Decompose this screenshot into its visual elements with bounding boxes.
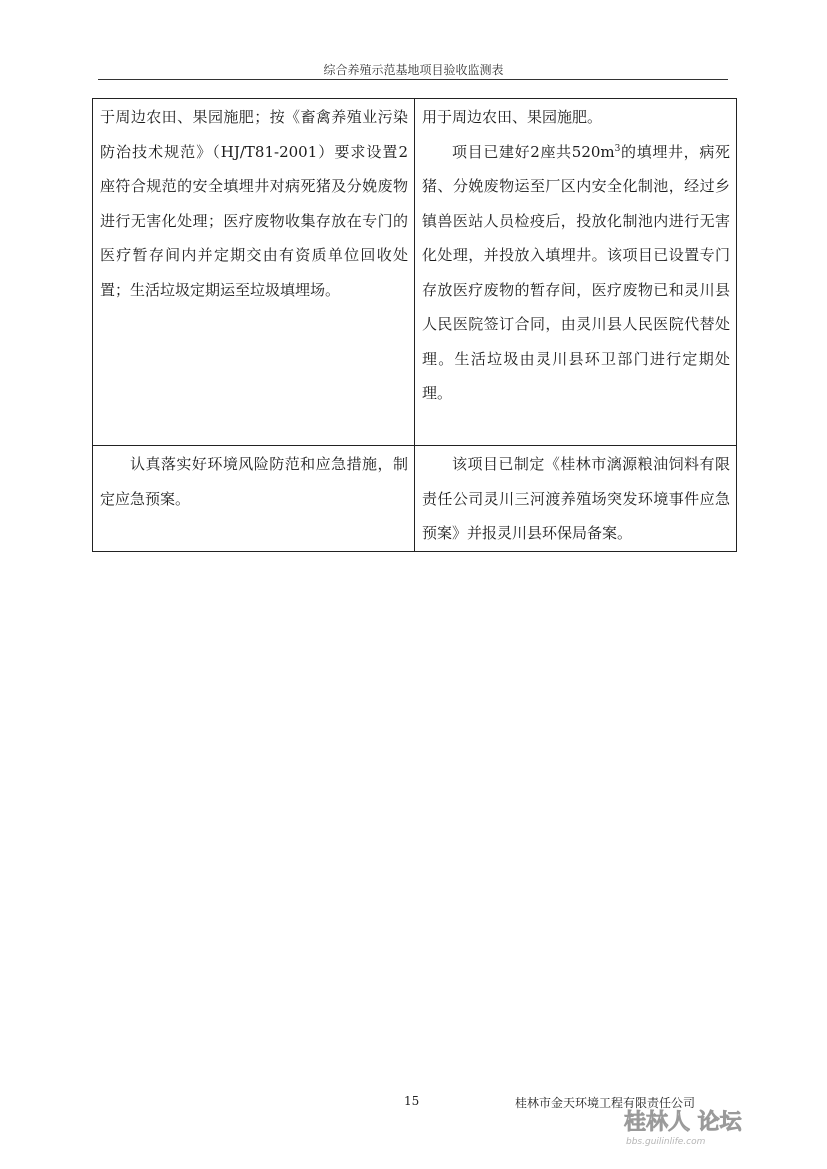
implementation-text-1: 用于周边农田、果园施肥。 <box>422 108 603 126</box>
requirements-table <box>92 98 737 552</box>
forum-watermark <box>618 1103 788 1148</box>
implementation-cell <box>415 99 737 446</box>
superscript-unit: 3 <box>614 143 621 154</box>
requirement-cell <box>93 99 415 446</box>
page-number: 15 <box>404 1094 420 1108</box>
footer-company: 桂林市金天环境工程有限责任公司 <box>515 1096 696 1110</box>
watermark-text: 桂林人 论坛 <box>624 1110 742 1135</box>
implementation-text-2 <box>422 135 730 411</box>
implementation-text-2-pre: 项目已建好2座共520m <box>452 142 615 161</box>
header-divider <box>98 79 728 80</box>
table-row <box>93 446 737 552</box>
requirement-text: 认真落实好环境风险防范和应急措施，制定应急预案。 <box>100 455 408 508</box>
requirement-cell <box>93 446 415 552</box>
watermark-url: bbs.guilinlife.com <box>626 1137 706 1147</box>
implementation-cell <box>415 446 737 552</box>
table-row <box>93 99 737 446</box>
implementation-text: 该项目已制定《桂林市漓源粮油饲料有限责任公司灵川三河渡养殖场突发环境事件应急预案》并报灵川县环保局备案。 <box>422 455 730 542</box>
requirement-text: 于周边农田、果园施肥；按《畜禽养殖业污染防治技术规范》（HJ/T81-2001）要求设置2座符合规范的安全填埋井对病死猪及分娩废物进行无害化处理；医疗废物收集存放在专门的医疗暂存间内并定期交由有资质单位回收处置；生活垃圾定期运至垃圾填埋场。 <box>100 108 408 299</box>
implementation-text-2-post: 的填埋井，病死猪、分娩废物运至厂区内安全化制池，经过乡镇兽医站人员检疫后，投放化制池内进行无害化处理，并投放入填埋井。该项目已设置专门存放医疗废物的暂存间，医疗废物已和灵川县人民医院签订合同，由灵川县人民医院代替处理。生活垃圾由灵川县环卫部门进行定期处理。 <box>422 142 730 402</box>
page-header-title: 综合养殖示范基地项目验收监测表 <box>323 63 504 77</box>
